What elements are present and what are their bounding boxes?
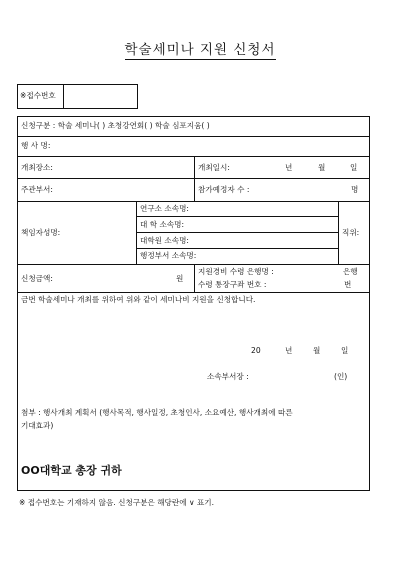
amount-unit: 원	[176, 274, 184, 283]
row-divider	[17, 292, 370, 293]
affiliation-admin-label: 행정부서 소속명:	[140, 251, 197, 260]
receipt-number-label: ※접수번호	[20, 91, 56, 100]
date-day-unit: 일	[350, 163, 358, 172]
event-name-label: 행 사 명:	[21, 141, 51, 150]
bank-name-label: 지원경비 수령 은행명 :	[198, 267, 274, 276]
sign-day-unit: 일	[341, 346, 349, 355]
host-dept-label: 주관부서:	[21, 185, 53, 194]
date-year-unit: 년	[285, 163, 293, 172]
date-label: 개최일시:	[198, 163, 230, 172]
account-number-label: 수령 통장구좌 번호 :	[198, 280, 267, 289]
account-unit: 번	[344, 280, 352, 289]
column-divider	[194, 264, 195, 292]
seal-mark: (인)	[334, 372, 348, 381]
dept-head-label: 소속부서장 :	[207, 372, 249, 381]
footnote: ※ 접수번호는 기재하지 않음. 신청구분은 해당란에 ∨ 표기.	[19, 498, 215, 507]
date-month-unit: 월	[318, 163, 326, 172]
expected-attendees-label: 참가예정자 수 :	[198, 185, 250, 194]
affiliation-grad-label: 대학원 소속명:	[140, 236, 189, 245]
attendees-unit: 명	[351, 185, 359, 194]
form-title: 학술세미나 지원 신청서	[124, 42, 276, 58]
request-amount-label: 신청금액:	[21, 274, 53, 283]
responsible-person-label: 책임자성명:	[21, 228, 61, 237]
affiliation-divider	[136, 248, 338, 249]
request-type-row[interactable]: 신청구분 : 학술 세미나( ) 초청강연회( ) 학술 심포지움( )	[21, 121, 210, 130]
position-label: 직위:	[342, 228, 360, 237]
event-name-field[interactable]	[60, 137, 368, 155]
venue-label: 개최장소:	[21, 163, 53, 172]
bank-unit: 은행	[343, 267, 358, 276]
addressee: OO대학교 총장 귀하	[21, 464, 122, 477]
row-divider	[17, 178, 370, 179]
affiliation-dept-label: 대 학 소속명:	[140, 220, 185, 229]
column-divider	[338, 201, 339, 264]
affiliation-divider	[136, 232, 338, 233]
affiliation-divider	[136, 216, 338, 217]
receipt-number-field[interactable]	[64, 85, 137, 108]
sign-year-unit: 년	[285, 346, 293, 355]
sign-month-unit: 월	[313, 346, 321, 355]
affiliation-research-label: 연구소 소속명:	[140, 204, 189, 213]
attachment-line-2: 기대효과)	[21, 421, 54, 430]
row-divider	[17, 201, 370, 202]
request-statement: 금번 학술세미나 개최를 위하여 위와 같이 세미나비 지원을 신청합니다.	[21, 295, 256, 304]
attachment-line-1: 첨부 : 행사개최 계획서 (행사목적, 행사일정, 초청인사, 소요예산, 행사개최에 따른	[21, 408, 293, 417]
sign-year-prefix: 20	[251, 346, 261, 355]
